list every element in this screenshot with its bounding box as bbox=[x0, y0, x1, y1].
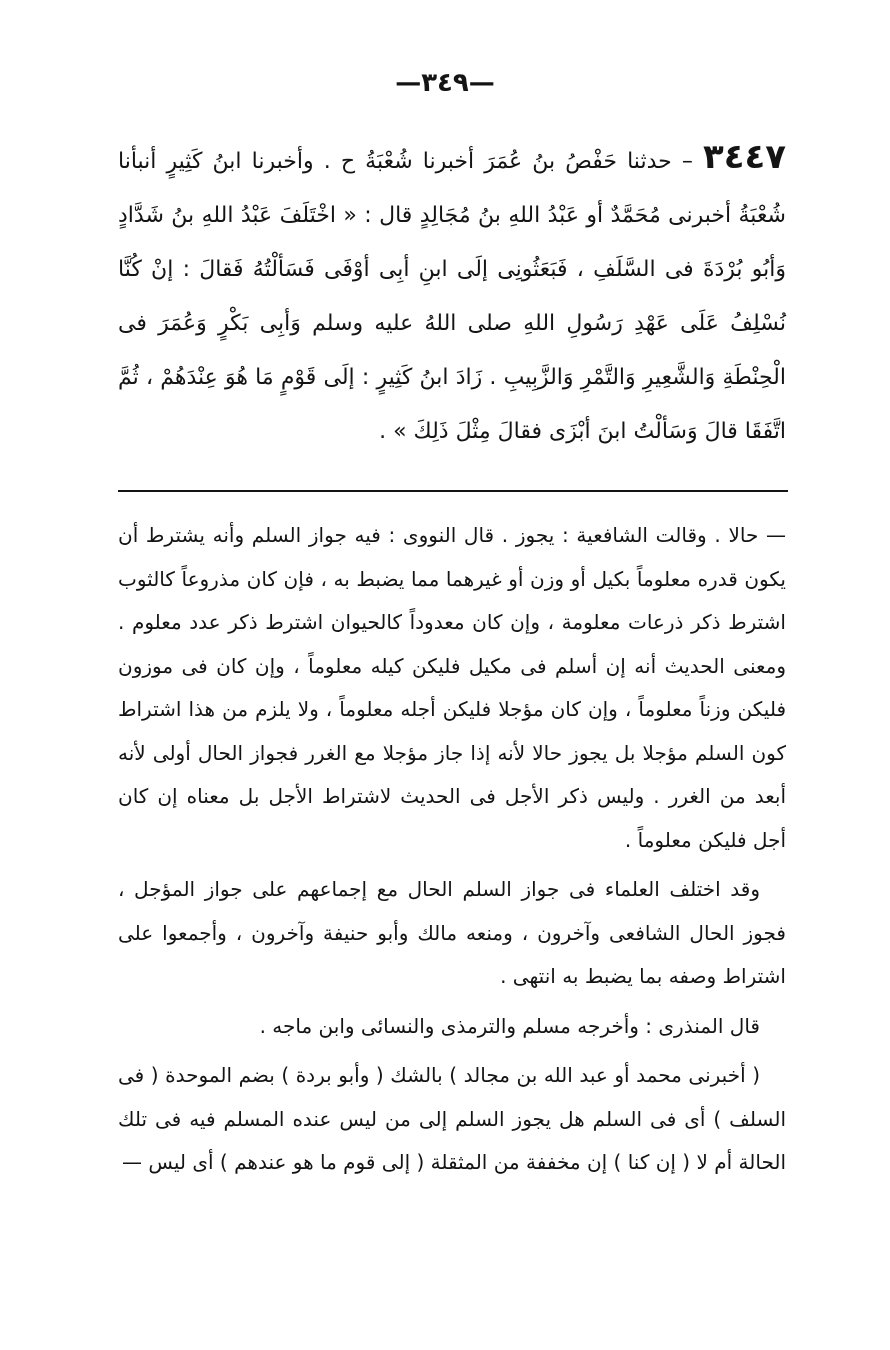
commentary-paragraph: قال المنذرى : وأخرجه مسلم والترمذى والنسائى وابن ماجه . bbox=[259, 1013, 760, 1038]
hadith-block bbox=[118, 130, 786, 459]
commentary-block bbox=[118, 514, 786, 1185]
commentary-paragraph: — حالا . وقالت الشافعية : يجوز . قال النووى : فيه جواز السلم وأنه يشترط أن يكون قدره معلوماً بكيل أو وزن أو غيرهما مما يضبط به ، فإن كان مذروعاً كالثوب اشترط ذكر ذرعات معلومة ، وإن كان معدوداً كالحيوان اشترط ذكر عدد معلوم . ومعنى الحديث أنه إن أسلم فى مكيل فليكن كيله معلوماً ، وإن كان فى موزون فليكن وزناً معلوماً ، وإن كان مؤجلا فليكن أجله معلوماً ، ولا يلزم من هذا اشتراط كون السلم مؤجلا بل يجوز حالا لأنه إذا جاز مؤجلا مع الغرر فجواز الحال أولى لأنه أبعد من الغرر . وليس ذكر الأجل فى الحديث لاشتراط الأجل بل معناه إن كان أجل فليكن معلوماً . bbox=[118, 523, 786, 852]
commentary-paragraph: وقد اختلف العلماء فى جواز السلم الحال مع إجماعهم على جواز المؤجل ، فجوز الحال الشافعى وآخرون ، ومنعه مالك وأبو حنيفة وآخرون ، وأجمعوا على اشتراط وصفه بما يضبط به انتهى . bbox=[118, 877, 786, 988]
section-divider bbox=[118, 490, 788, 492]
page-number: —٣٤٩— bbox=[395, 68, 495, 98]
commentary-paragraph: ( أخبرنى محمد أو عبد الله بن مجالد ) بالشك ( وأبو بردة ) بضم الموحدة ( فى السلف ) أى فى السلم هل يجوز السلم إلى من ليس عنده المسلم فيه فى تلك الحالة أم لا ( إن كنا ) إن مخففة من المثقلة ( إلى قوم ما هو عندهم ) أى ليس — bbox=[118, 1063, 786, 1174]
hadith-text: – حدثنا حَفْصُ بنُ عُمَرَ أخبرنا شُعْبَةُ ح . وأخبرنا ابنُ كَثِيرٍ أنبأنا شُعْبَةُ أخبرنى مُحَمَّدٌ أو عَبْدُ اللهِ بنُ مُجَالِدٍ قال : « اخْتَلَفَ عَبْدُ اللهِ بنُ شَدَّادٍ وَأبُو بُرْدَةَ فى السَّلَفِ ، فَبَعَثُونِى إلَى ابنِ أبِى أوْفَى فَسَألْتُهُ فَقالَ : إنْ كُنَّا نُسْلِفُ عَلَى عَهْدِ رَسُولِ اللهِ صلى اللهُ عليه وسلم وَأبِى بَكْرٍ وَعُمَرَ فى الْحِنْطَةِ وَالشَّعِيرِ وَالتَّمْرِ وَالزَّبِيبِ . زَادَ ابنُ كَثِيرٍ : إلَى قَوْمٍ مَا هُوَ عِنْدَهُمْ ، ثُمَّ اتَّفَقَا قالَ وَسَألْتُ ابنَ أبْزَى فقالَ مِثْلَ ذَلِكَ » . bbox=[118, 149, 786, 444]
hadith-number: ٣٤٤٧ bbox=[702, 137, 786, 177]
